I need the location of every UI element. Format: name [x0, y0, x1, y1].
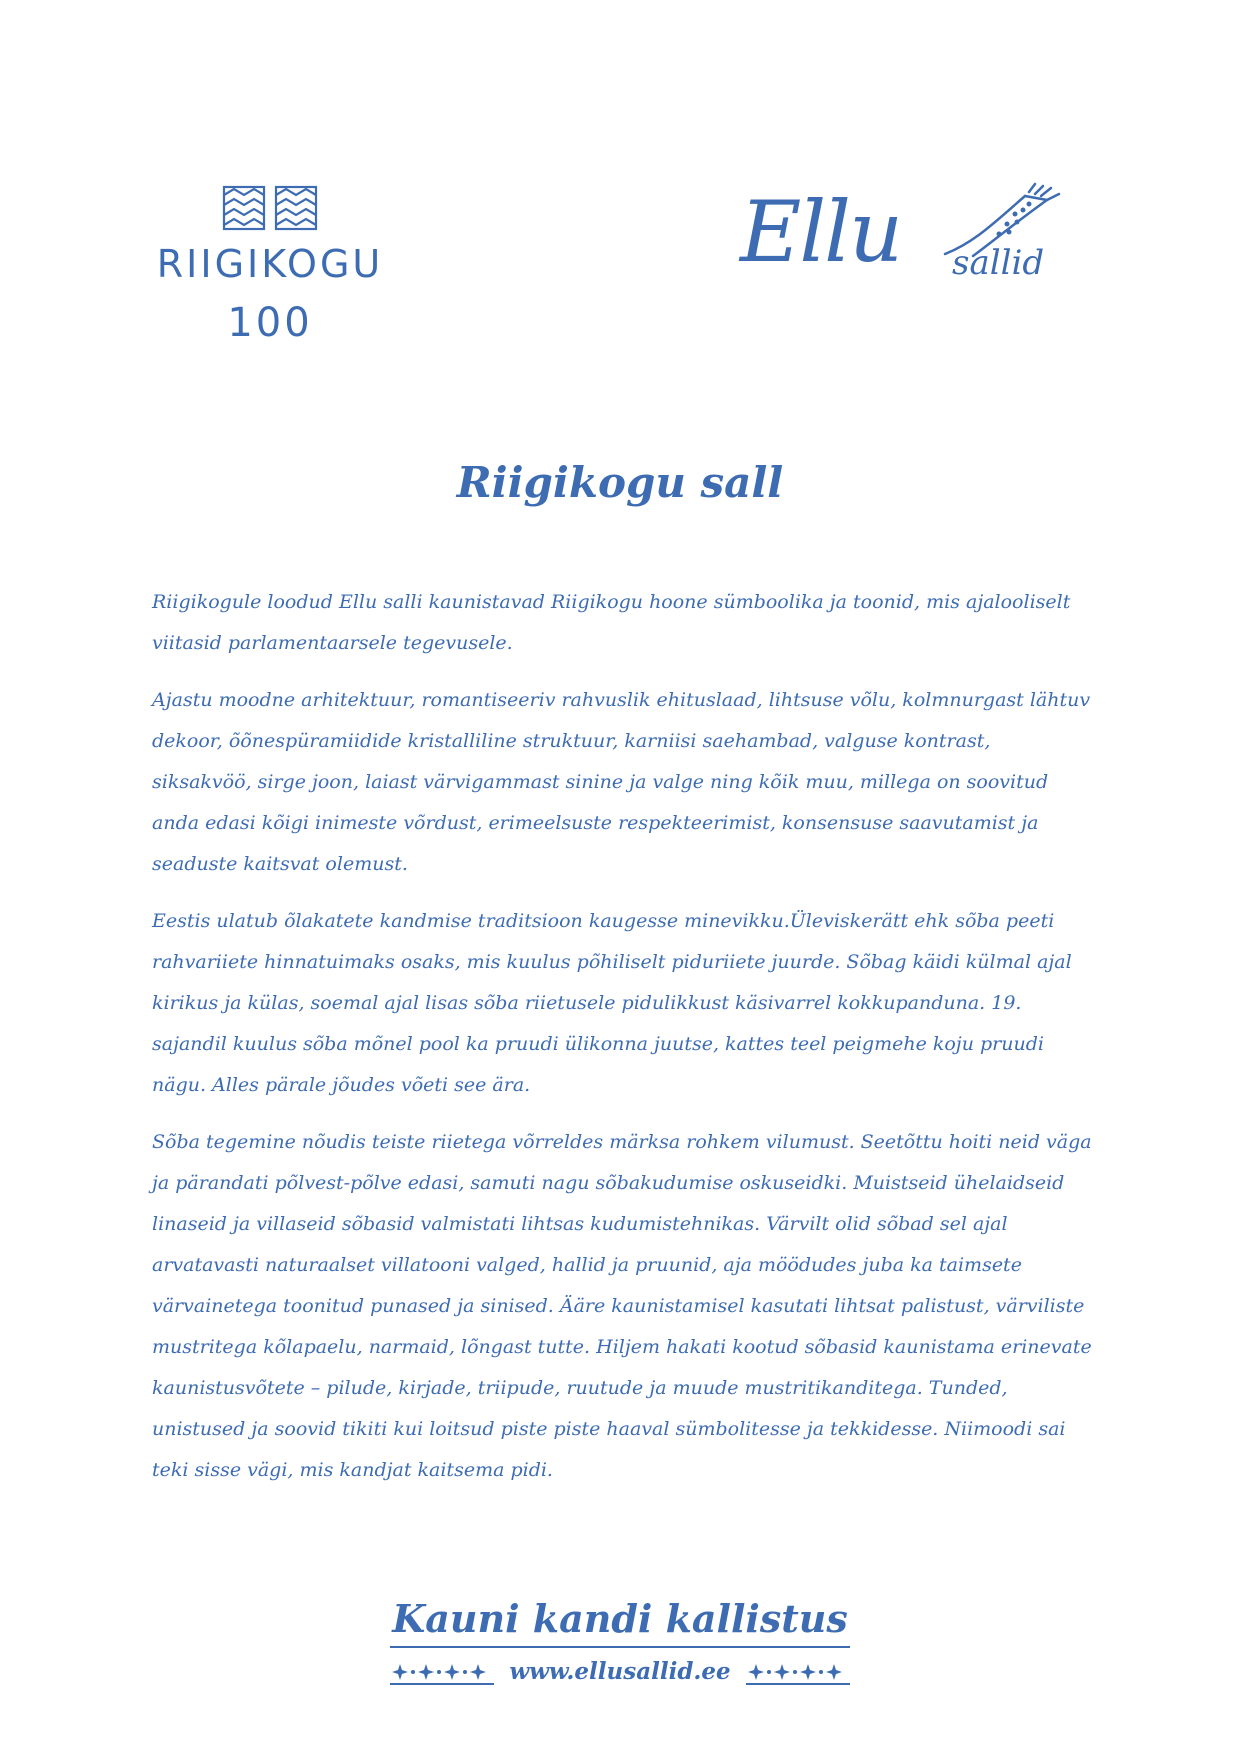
footer-divider — [390, 1646, 850, 1648]
document-title: Riigikogu sall — [456, 458, 784, 507]
paragraph: Riigikogule loodud Ellu salli kaunistavad Riigikogu hoone sümboolika ja toonid, mis ajalooliselt viitasid parlamentaarsele tegevusele. — [152, 591, 1071, 654]
ellu-logo-script: Ellu — [740, 183, 902, 281]
ellu-logo-subtitle: sallid — [952, 243, 1045, 283]
riigikogu-logo — [150, 185, 390, 346]
riigikogu-building-emblem-icon — [222, 185, 318, 231]
ellu-sallid-logo — [740, 183, 1100, 300]
riigikogu-wordmark: RIIGIKOGU — [156, 242, 384, 286]
body-text — [152, 582, 1092, 1507]
riigikogu-anniversary-number: 100 — [227, 300, 313, 346]
paragraph: Sõba tegemine nõudis teiste riietega võrreldes märksa rohkem vilumust. Seetõttu hoiti neid väga ja pärandati põlvest-põlve edasi, samuti nagu sõbakudumise oskuseidki. Muistseid ühelaidseid linaseid ja villaseid sõbasid valmistati lihtsas kudumistehnikas. Värvilt olid sõbad sel ajal arvatavasti naturaalset villatooni valged, hallid ja pruunid, aja möödudes juba ka taimsete värvainetega toonitud punased ja sinised. Ääre kaunistamisel kasutati lihtsat palistust, värviliste mustritega kõlapaelu, narmaid, lõngast tutte. Hiljem hakati kootud sõbasid kaunistama erinevate kaunistusvõtete – pilude, kirjade, triipude, ruutude ja muude mustritikanditega. Tunded, unistused ja soovid tikiti kui loitsud piste piste haaval sümbolitesse ja tekkidesse. Niimoodi sai teki sisse vägi, mis kandjat kaitsema pidi. — [152, 1131, 1092, 1481]
paragraph: Eestis ulatub õlakatete kandmise traditsioon kaugesse minevikku.Üleviskerätt ehk sõba peeti rahvariiete hinnatuimaks osaks, mis kuulus põhiliselt piduriiete juurde. Sõbag käidi külmal ajal kirikus ja külas, soemal ajal lisas sõba riietusele pidulikkust käsivarrel kokkupanduna. 19. sajandil kuulus sõba mõnel pool ka pruudi ülikonna juutse, kattes teel peigmehe koju pruudi nägu. Alles pärale jõudes võeti see ära. — [152, 910, 1072, 1096]
folk-star-ornament-icon — [746, 1660, 850, 1686]
footer-slogan: Kauni kandi kallistus — [392, 1596, 848, 1641]
footer — [380, 1596, 860, 1690]
paragraph: Ajastu moodne arhitektuur, romantiseeriv rahvuslik ehituslaad, lihtsuse võlu, kolmnurgast lähtuv dekoor, õõnespüramiidide kristalliline struktuur, karniisi saehambad, valguse kontrast, siksakvöö, sirge joon, laiast värvigammast sinine ja valge ning kõik muu, millega on soovitud anda edasi kõigi inimeste võrdust, erimeelsuste respekteerimist, konsensuse saavutamist ja seaduste kaitsvat olemust. — [152, 689, 1091, 875]
footer-website-link[interactable]: www.ellusallid.ee — [509, 1658, 731, 1685]
folk-star-ornament-icon — [390, 1660, 494, 1686]
